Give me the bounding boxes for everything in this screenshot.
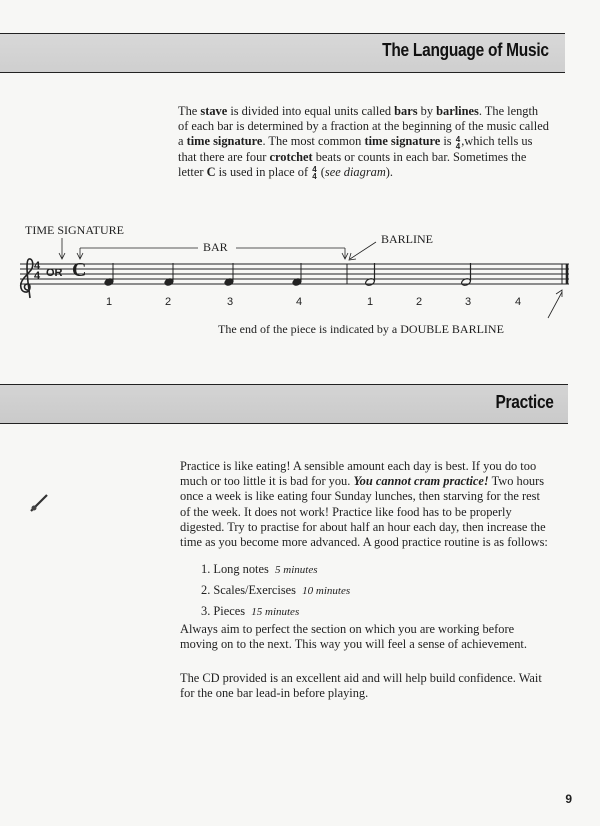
beat-count: 4 (515, 296, 522, 308)
treble-clef-icon (21, 259, 33, 298)
fraction-four-four-2: 4 4 (312, 164, 317, 181)
beat-count: 2 (416, 296, 423, 308)
practice-paragraph: Practice is like eating! A sensible amount each day is best. If you do too much or too little it is bad for you. You cannot cram practice! Two hours once a week is like eating four Sunday lunches, then starving for the rest of the week. It does not work! Practice like food has to be properly digested. Try to practise for about half an hour each day, then increase the time as you become more advanced. A good practice routine is as follows: (180, 459, 548, 550)
or-label: OR (46, 267, 63, 279)
barline-label: BARLINE (381, 232, 433, 246)
time-signature-label: TIME SIGNATURE (25, 223, 124, 237)
time-signature: 4 4 (34, 260, 41, 282)
section-title-practice: Practice (495, 392, 554, 412)
beat-count: 3 (227, 296, 234, 308)
beat-count: 3 (465, 296, 472, 308)
double-barline-caption: The end of the piece is indicated by a DOUBLE BARLINE (218, 322, 504, 336)
perfect-section-paragraph: Always aim to perfect the section on which you are working before moving on to the next. This way you will feel a sense of achievement. (180, 622, 527, 652)
beat-count: 1 (106, 296, 113, 308)
routine-item: 2. Scales/Exercises 10 minutes (201, 583, 351, 597)
routine-item: 1. Long notes 5 minutes (201, 562, 318, 576)
intro-paragraph: The stave is divided into equal units called bars by barlines. The length of each bar is determined by a fraction at the beginning of the music called a time signature. The most common time signature is 4 4,which tells us that there are four crotchet beats or counts in each bar. Sometimes the letter C is used in place of 4 4 (see diagram). (178, 104, 549, 181)
clarinet-icon (28, 492, 50, 514)
page-number: 9 (565, 792, 572, 806)
beat-count: 1 (367, 296, 374, 308)
common-time-symbol: C (72, 259, 87, 281)
routine-item: 3. Pieces 15 minutes (201, 604, 300, 618)
beat-count: 2 (165, 296, 172, 308)
bar-label: BAR (203, 240, 228, 254)
fraction-four-four: 4 4 (455, 134, 461, 151)
section-title-language: The Language of Music (382, 40, 549, 60)
cd-paragraph: The CD provided is an excellent aid and will help build confidence. Wait for the one bar lead-in before playing. (180, 671, 542, 701)
section-header-practice (0, 384, 568, 424)
beat-count: 4 (296, 296, 303, 308)
